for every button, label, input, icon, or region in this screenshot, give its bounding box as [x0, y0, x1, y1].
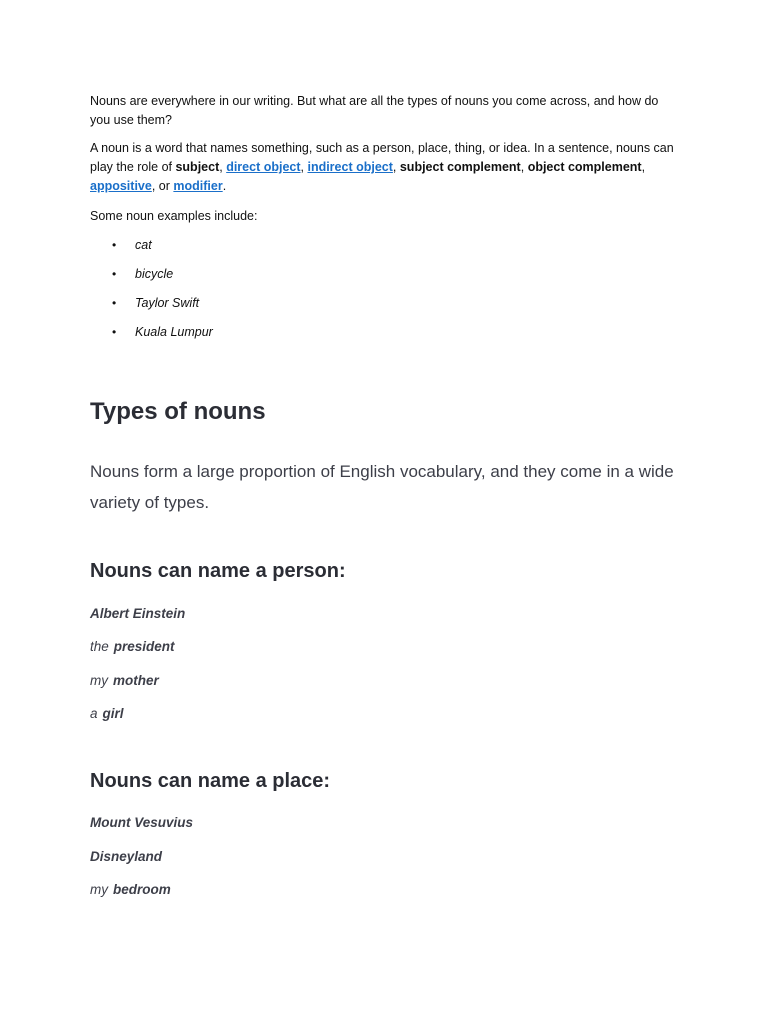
indirect-object-link[interactable]: indirect object [307, 160, 393, 174]
separator: , [520, 160, 528, 174]
examples-intro: Some noun examples include: [90, 209, 258, 223]
noun-text: Disneyland [90, 849, 163, 864]
person-example [90, 639, 175, 654]
list-item [90, 323, 680, 352]
bullet-icon: • [112, 325, 117, 339]
example-text: Taylor Swift [135, 296, 200, 310]
place-example [90, 882, 171, 897]
example-text: cat [135, 238, 152, 252]
separator: , [219, 160, 227, 174]
period: . [222, 179, 227, 193]
separator: , [641, 160, 646, 174]
noun-text: Mount Vesuvius [90, 815, 194, 830]
list-item [90, 265, 680, 294]
place-example [90, 815, 193, 830]
types-lead-paragraph: Nouns form a large proportion of English vocabulary, and they come in a wide variety of types. [90, 462, 674, 512]
definition-lead-text: A noun is a word that names something, such as a person, place, thing, or idea. In a sentence, nouns can play the role of [90, 141, 674, 174]
subject-complement-term: subject complement [399, 160, 521, 174]
object-complement-term: object complement [527, 160, 642, 174]
bullet-icon: • [112, 296, 117, 310]
noun-text: mother [113, 673, 159, 688]
noun-text: Albert Einstein [90, 606, 186, 621]
noun-definition-paragraph [90, 139, 680, 196]
subject-term: subject [175, 160, 220, 174]
determiner-text: my [90, 882, 108, 897]
person-example [90, 673, 159, 688]
separator: , [392, 160, 400, 174]
example-text: Kuala Lumpur [135, 325, 213, 339]
person-example [90, 706, 124, 721]
document-page [90, 92, 680, 897]
direct-object-link[interactable]: direct object [226, 160, 301, 174]
bullet-icon: • [112, 267, 117, 281]
noun-text: president [113, 639, 175, 654]
types-of-nouns-heading: Types of nouns [90, 398, 266, 425]
determiner-text: a [90, 706, 98, 721]
modifier-link[interactable]: modifier [173, 179, 223, 193]
bullet-icon: • [112, 238, 117, 252]
person-section-heading: Nouns can name a person: [90, 560, 346, 582]
separator: , or [151, 179, 174, 193]
determiner-text: my [90, 673, 108, 688]
determiner-text: the [90, 639, 109, 654]
place-example [90, 849, 162, 864]
person-example [90, 606, 185, 621]
noun-text: bedroom [113, 882, 171, 897]
example-text: bicycle [135, 267, 174, 281]
noun-text: girl [102, 706, 124, 721]
noun-examples-list [90, 236, 680, 352]
separator: , [300, 160, 308, 174]
list-item [90, 236, 680, 265]
list-item [90, 294, 680, 323]
appositive-link[interactable]: appositive [90, 179, 152, 193]
intro-paragraph: Nouns are everywhere in our writing. But what are all the types of nouns you come across, and how do you use them? [90, 94, 659, 127]
place-section-heading: Nouns can name a place: [90, 770, 331, 792]
